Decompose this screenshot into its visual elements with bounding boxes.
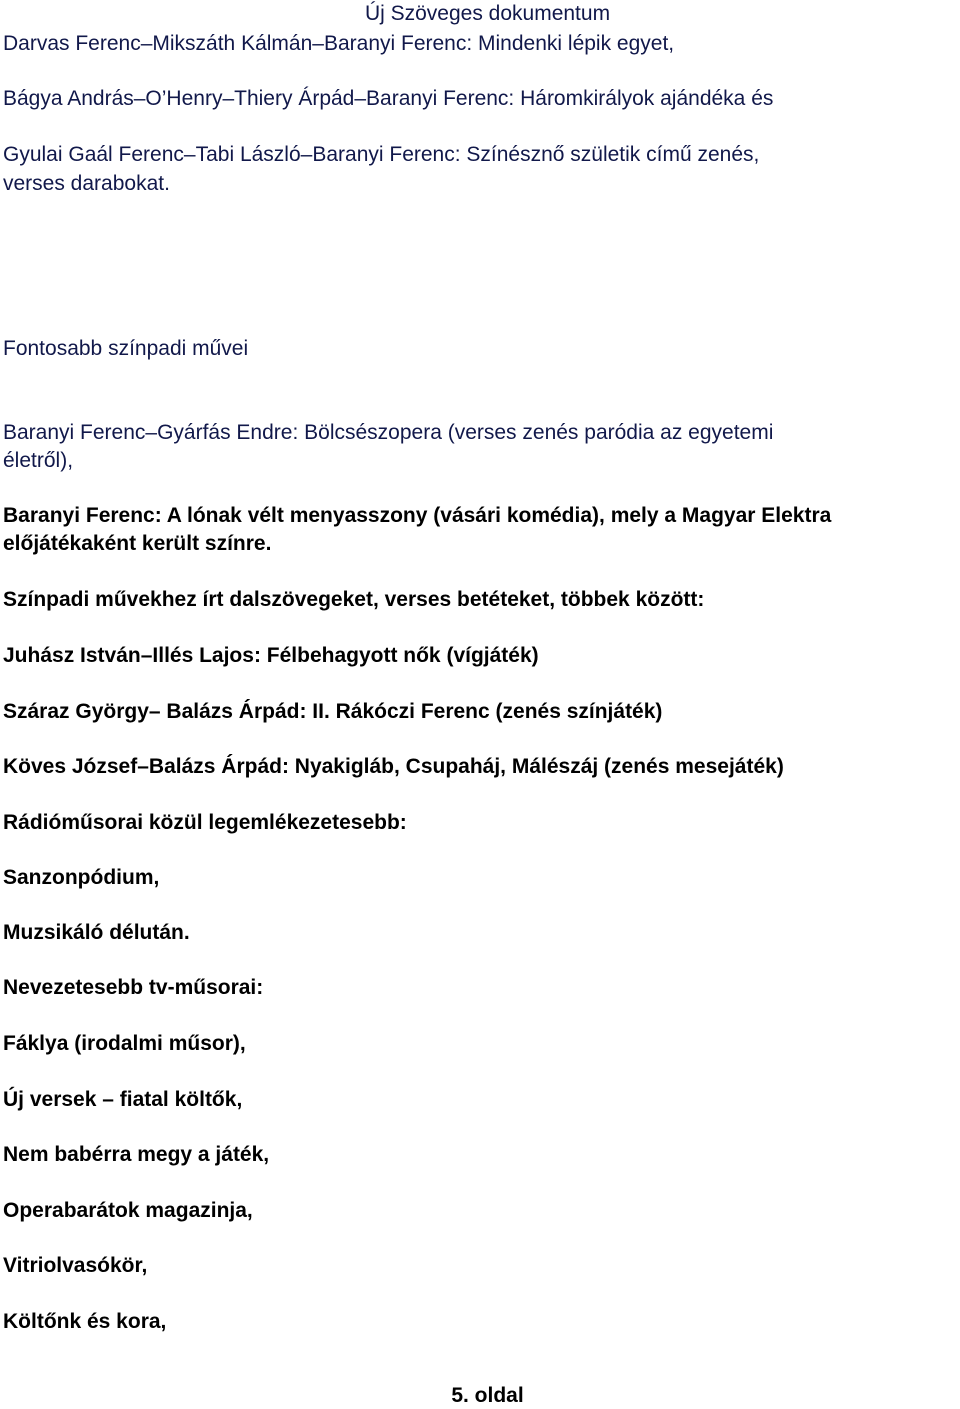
bold-line: Vitriolvasókör, bbox=[3, 1254, 148, 1277]
bold-line: Nevezetesebb tv-műsorai: bbox=[3, 976, 264, 999]
intro-line: Darvas Ferenc–Mikszáth Kálmán–Baranyi Ferenc: Mindenki lépik egyet, bbox=[3, 32, 675, 55]
bold-line: Fáklya (irodalmi műsor), bbox=[3, 1032, 246, 1055]
intro-line: Bágya András–O’Henry–Thiery Árpád–Baranyi Ferenc: Háromkirályok ajándéka és bbox=[3, 87, 774, 110]
bold-line: Juhász István–Illés Lajos: Félbehagyott nők (vígjáték) bbox=[3, 644, 539, 667]
bold-line: Száraz György– Balázs Árpád: II. Rákóczi Ferenc (zenés színjáték) bbox=[3, 700, 663, 723]
bold-line: Sanzonpódium, bbox=[3, 866, 160, 889]
bold-line: Rádióműsorai közül legemlékezetesebb: bbox=[3, 811, 407, 834]
section-heading: Fontosabb színpadi művei bbox=[3, 337, 249, 360]
document-title: Új Szöveges dokumentum bbox=[364, 2, 611, 25]
bold-line: Költőnk és kora, bbox=[3, 1310, 167, 1333]
bold-line: Muzsikáló délután. bbox=[3, 921, 190, 944]
bold-line: Színpadi művekhez írt dalszövegeket, verses betéteket, többek között: bbox=[3, 588, 705, 611]
bold-line: Baranyi Ferenc: A lónak vélt menyasszony (vásári komédia), mely a Magyar Elektra bbox=[3, 504, 832, 527]
intro-line: Gyulai Gaál Ferenc–Tabi László–Baranyi Ferenc: Színésznő születik című zenés, bbox=[3, 143, 760, 166]
intro-line: verses darabokat. bbox=[3, 172, 170, 195]
bold-line: előjátékaként került színre. bbox=[3, 532, 272, 555]
work-line: életről), bbox=[3, 449, 74, 472]
bold-line: Köves József–Balázs Árpád: Nyakigláb, Csupaháj, Málészáj (zenés mesejáték) bbox=[3, 755, 784, 778]
work-line: Baranyi Ferenc–Gyárfás Endre: Bölcsészopera (verses zenés paródia az egyetemi bbox=[3, 421, 774, 444]
page-number: 5. oldal bbox=[451, 1384, 524, 1407]
bold-line: Operabarátok magazinja, bbox=[3, 1199, 253, 1222]
bold-line: Új versek – fiatal költők, bbox=[3, 1088, 243, 1111]
bold-line: Nem babérra megy a játék, bbox=[3, 1143, 270, 1166]
